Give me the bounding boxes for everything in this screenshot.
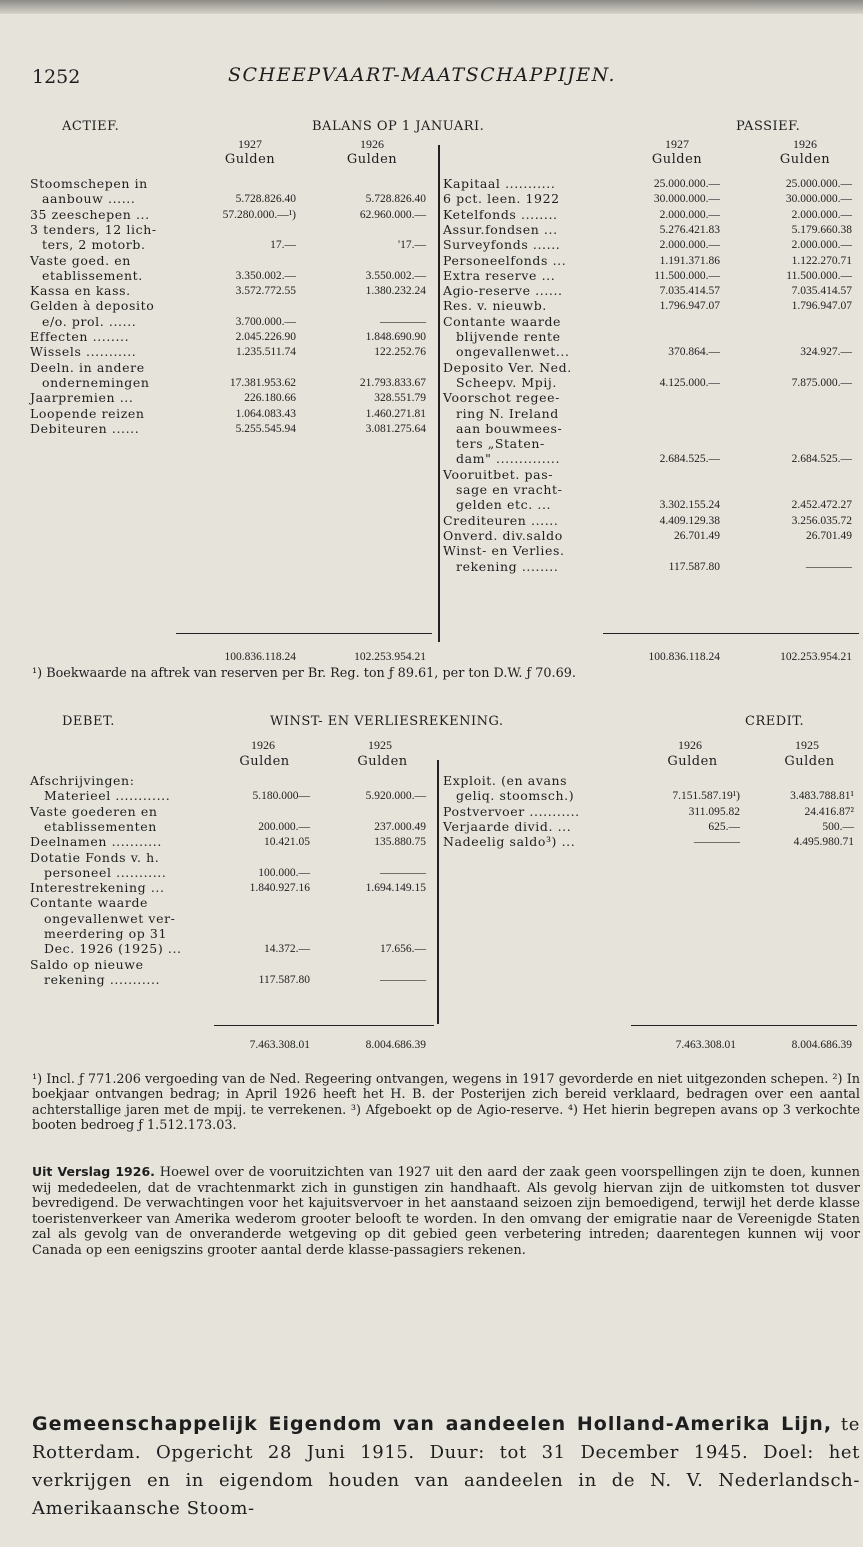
row-value: 25.000.000.— xyxy=(785,178,852,190)
row-value: 200.000.— xyxy=(258,820,310,833)
row-label: Debiteuren ...... xyxy=(30,420,140,436)
row-label: Surveyfonds ...... xyxy=(443,237,561,253)
row-value: 311.095.82 xyxy=(688,805,740,818)
row-value: 5.276.421.83 xyxy=(659,223,720,236)
next-company-entry xyxy=(32,1410,860,1523)
currency-label: Gulden xyxy=(667,754,718,769)
row-label: Verjaarde divid. ... xyxy=(443,818,572,834)
row-value: 1.122.270.71 xyxy=(791,254,852,267)
row-label: ongevallenwet ver- xyxy=(44,910,176,926)
row-label: Deeln. in andere xyxy=(30,359,145,375)
total-rule xyxy=(214,1025,434,1026)
row-label: geliq. stoomsch.) xyxy=(456,788,575,804)
row-value: 30.000.000.— xyxy=(653,193,720,206)
total-rule xyxy=(603,633,859,634)
row-label: 6 pct. leen. 1922 xyxy=(443,191,560,207)
row-value: 3.256.035.72 xyxy=(791,514,852,527)
row-label: Jaarpremien ... xyxy=(30,390,134,406)
column-divider xyxy=(438,145,440,642)
row-value: 24.416.87² xyxy=(804,805,854,818)
row-value: 21.793.833.67 xyxy=(359,376,426,389)
year-col: 1925 xyxy=(368,738,392,752)
row-value: ———— xyxy=(380,973,426,986)
debit-heading: DEBET. xyxy=(62,714,115,729)
row-value: 3.302.155.24 xyxy=(659,499,720,512)
row-label: aanbouw ...... xyxy=(42,191,136,207)
row-label: Winst- en Verlies. xyxy=(443,543,565,559)
row-label: Postvervoer ........... xyxy=(443,803,580,819)
row-label: gelden etc. ... xyxy=(456,497,552,513)
company-name: Gemeenschappelijk Eigendom van aandeelen Holland-Amerika Lijn, xyxy=(32,1413,833,1435)
row-value: 17.656.— xyxy=(380,943,426,956)
credit-heading: CREDIT. xyxy=(745,714,805,729)
row-value: ———— xyxy=(694,836,740,849)
row-value: 117.587.80 xyxy=(258,973,310,986)
pnl-title: WINST- EN VERLIESREKENING. xyxy=(270,714,504,729)
row-value: 5.180.000— xyxy=(252,790,310,803)
total-value: 8.004.686.39 xyxy=(365,1039,426,1051)
row-label: Wissels ........... xyxy=(30,344,137,360)
row-label: e/o. prol. ...... xyxy=(42,313,137,329)
row-value: 1.840.927.16 xyxy=(249,882,310,895)
row-value: 1.064.083.43 xyxy=(235,407,296,420)
row-label: Crediteuren ...... xyxy=(443,512,559,528)
row-label: Contante waarde xyxy=(30,895,149,911)
page-top-edge xyxy=(0,0,863,14)
row-value: 135.880.75 xyxy=(374,836,426,849)
report-text: Hoewel over de vooruitzichten van 1927 uit den aard der zaak geen voorspellingen zijn te doen, kunnen wij mededeelen, dat de vrachtenmarkt zich in gunstigen zin handhaaft. Als gevolg hiervan zijn de uitkomsten tot dusver bevredigend. De verwachtingen voor het kajuitsvervoer in het aanstaand seizoen zijn bemoedigend, terwijl het derde klasse toeristenverkeer van Amerika wederom grooter belooft te worden. In den omvang der emigratie naar de Vereenigde Staten zal als gevolg van de onveranderde wetgeving op dit gebied geen verbetering intreden; daarentegen kunnen wij voor Canada op een eenigszins grooter aantal derde klasse-passagiers rekenen. xyxy=(32,1165,860,1258)
row-value: ———— xyxy=(380,315,426,328)
year-col: 1926 xyxy=(360,137,384,151)
row-label: Deposito Ver. Ned. xyxy=(443,359,572,375)
row-label: Onverd. div.saldo xyxy=(443,527,563,543)
company-text: te Rotterdam. Opgericht 28 Juni 1915. Duur: tot 31 December 1945. Doel: het verkrijgen en in eigendom houden van aandeelen in de N. V. Nederlandsch-Amerikaansche Stoom- xyxy=(32,1414,860,1519)
total-value: 100.836.118.24 xyxy=(648,651,720,663)
row-label: Dotatie Fonds v. h. xyxy=(30,849,160,865)
row-value: 1.460.271.81 xyxy=(365,407,426,420)
row-label: Contante waarde xyxy=(443,313,562,329)
row-value: 1.796.947.07 xyxy=(791,300,852,313)
row-value: 4.409.129.38 xyxy=(659,514,720,527)
year-col: 1926 xyxy=(251,738,275,752)
row-value: 1.848.690.90 xyxy=(365,331,426,343)
row-value: 237.000.49 xyxy=(374,820,426,833)
row-value: 7.151.587.19¹) xyxy=(672,790,740,803)
row-value: 11.500.000.— xyxy=(786,269,852,282)
row-label: ters „Staten- xyxy=(456,436,545,452)
row-value: 1.796.947.07 xyxy=(659,300,720,313)
row-label: Vaste goederen en xyxy=(30,803,158,819)
column-divider xyxy=(437,760,439,1024)
row-value: 1.191.371.86 xyxy=(659,254,720,267)
row-value: 625.— xyxy=(708,820,740,833)
row-value: 226.180.66 xyxy=(244,392,296,405)
year-col: 1927 xyxy=(238,137,262,151)
row-label: Nadeelig saldo³) ... xyxy=(443,834,576,850)
row-label: ters, 2 motorb. xyxy=(42,237,146,253)
row-value: 4.125.000.— xyxy=(659,376,720,389)
year-col: 1927 xyxy=(665,137,689,151)
row-label: Interestrekening ... xyxy=(30,880,165,896)
liabilities-heading: PASSIEF. xyxy=(736,119,801,134)
row-value: 3.550.002.— xyxy=(365,269,426,282)
row-value: 1.380.232.24 xyxy=(365,285,426,298)
row-value: 2.000.000.— xyxy=(659,208,720,221)
row-label: Vaste goed. en xyxy=(30,252,131,268)
row-label: sage en vracht- xyxy=(456,482,563,497)
row-label: Voorschot regee- xyxy=(443,390,560,406)
row-label: Afschrijvingen: xyxy=(30,773,135,788)
row-label: aan bouwmees- xyxy=(456,420,563,436)
report-lead: Uit Verslag 1926. xyxy=(32,1164,155,1179)
row-label: 3 tenders, 12 lich- xyxy=(30,221,157,237)
row-label: rekening ........... xyxy=(44,971,161,987)
row-label: ondernemingen xyxy=(42,374,150,390)
row-label: Loopende reizen xyxy=(30,405,145,421)
row-value: 7.035.414.57 xyxy=(659,285,720,298)
row-label: Saldo op nieuwe xyxy=(30,956,144,972)
row-label: Kassa en kass. xyxy=(30,283,131,299)
row-label: Exploit. (en avans xyxy=(443,773,568,788)
row-value: 1.694.149.15 xyxy=(365,882,426,895)
row-value: 1.235.511.74 xyxy=(236,346,296,359)
row-value: 17.381.953.62 xyxy=(229,376,296,389)
total-value: 100.836.118.24 xyxy=(224,651,296,663)
currency-label: Gulden xyxy=(346,152,398,167)
row-label: meerdering op 31 xyxy=(44,926,168,941)
row-value: 2.045.226.90 xyxy=(235,331,296,343)
total-rule xyxy=(176,633,432,634)
row-value: 100.000.— xyxy=(258,866,310,879)
total-value: 102.253.954.21 xyxy=(354,651,426,663)
year-col: 1926 xyxy=(678,738,702,752)
row-value: 5.728.826.40 xyxy=(365,193,426,206)
row-value: 324.927.— xyxy=(800,346,852,359)
row-label: 35 zeeschepen ... xyxy=(30,206,150,222)
row-label: Scheepv. Mpij. xyxy=(456,374,557,390)
row-label: dam" .............. xyxy=(456,451,561,467)
row-label: etablissementen xyxy=(44,818,157,834)
annual-report-paragraph xyxy=(32,1164,860,1259)
row-label: Stoomschepen in xyxy=(30,176,148,191)
row-value: 25.000.000.— xyxy=(653,178,720,190)
row-label: Gelden à deposito xyxy=(30,298,155,314)
row-value: 7.035.414.57 xyxy=(791,285,852,298)
row-value: 2.000.000.— xyxy=(791,208,852,221)
row-value: 17.— xyxy=(270,239,296,252)
row-value: 30.000.000.— xyxy=(785,193,852,206)
row-label: rekening ........ xyxy=(456,558,559,574)
row-value: 4.495.980.71 xyxy=(793,836,854,849)
row-value: '17.— xyxy=(398,239,426,252)
row-label: Kapitaal ........... xyxy=(443,176,556,191)
currency-label: Gulden xyxy=(779,152,831,167)
running-title: SCHEEPVAART-MAATSCHAPPIJEN. xyxy=(228,64,617,86)
row-value: 3.081.275.64 xyxy=(365,422,426,435)
assets-heading: ACTIEF. xyxy=(62,119,120,134)
row-value: 3.572.772.55 xyxy=(235,285,296,298)
year-col: 1926 xyxy=(793,137,817,151)
row-value: ———— xyxy=(380,866,426,879)
row-value: 5.179.660.38 xyxy=(791,223,852,236)
row-label: ongevallenwet... xyxy=(456,344,570,360)
row-label: Agio-reserve ...... xyxy=(443,283,563,299)
row-label: personeel ........... xyxy=(44,864,167,880)
row-label: ring N. Ireland xyxy=(456,405,559,421)
row-label: Effecten ........ xyxy=(30,329,130,344)
row-value: 2.684.525.— xyxy=(791,453,852,466)
row-value: 3.350.002.— xyxy=(235,269,296,282)
row-value: 5.255.545.94 xyxy=(235,422,296,435)
row-value: ———— xyxy=(806,560,852,573)
row-value: 7.875.000.— xyxy=(791,376,852,389)
currency-label: Gulden xyxy=(784,754,835,769)
row-value: 10.421.05 xyxy=(264,836,310,849)
row-value: 3.700.000.— xyxy=(235,315,296,328)
row-value: 2.452.472.27 xyxy=(791,499,852,512)
row-value: 5.920.000.— xyxy=(365,790,426,803)
row-value: 3.483.788.81¹ xyxy=(790,790,854,803)
row-label: Assur.fondsen ... xyxy=(443,221,558,237)
total-value: 7.463.308.01 xyxy=(249,1039,310,1051)
row-label: etablissement. xyxy=(42,267,143,283)
year-col: 1925 xyxy=(795,738,819,752)
row-value: 328.551.79 xyxy=(374,392,426,405)
total-value: 102.253.954.21 xyxy=(780,651,852,663)
row-label: Deelnamen ........... xyxy=(30,834,162,850)
row-label: blijvende rente xyxy=(456,329,561,344)
page-number: 1252 xyxy=(32,66,81,88)
row-label: Materieel ............ xyxy=(44,788,171,804)
row-value: 26.701.49 xyxy=(806,529,852,542)
row-value: 11.500.000.— xyxy=(654,269,720,282)
row-value: 62.960.000.— xyxy=(359,208,426,221)
row-label: Dec. 1926 (1925) ... xyxy=(44,941,182,957)
row-value: 26.701.49 xyxy=(674,529,720,542)
balance-title: BALANS OP 1 JANUARI. xyxy=(312,119,485,134)
pnl-footnotes: ¹) Incl. ƒ 771.206 vergoeding van de Ned. Regeering ontvangen, wegens in 1917 gevorderde en niet uitgezonden schepen. ²) In boekjaar ontvangen bedrag; in April 1926 heeft het H. B. der Posterijen zich bereid verklaard, bedragen over een aantal achterstallige jaren met de mpij. te verrekenen. ³) Afgeboekt op de Agio-reserve. ⁴) Het hierin begrepen avans op 3 verkochte booten bedroeg ƒ 1.512.173.03. xyxy=(32,1072,860,1134)
row-value: 5.728.826.40 xyxy=(235,193,296,206)
row-value: 57.280.000.—¹) xyxy=(222,208,296,221)
total-value: 8.004.686.39 xyxy=(791,1039,852,1051)
row-label: Ketelfonds ........ xyxy=(443,206,558,222)
currency-label: Gulden xyxy=(357,754,408,769)
row-label: Personeelfonds ... xyxy=(443,252,567,268)
total-rule xyxy=(631,1025,857,1026)
row-value: 2.000.000.— xyxy=(791,239,852,252)
row-value: 14.372.— xyxy=(264,943,310,956)
row-value: 122.252.76 xyxy=(374,346,426,359)
row-value: 500.— xyxy=(822,820,854,833)
balance-footnote: ¹) Boekwaarde na aftrek van reserven per Br. Reg. ton ƒ 89.61, per ton D.W. ƒ 70.69. xyxy=(32,666,576,681)
currency-label: Gulden xyxy=(651,152,703,167)
row-value: 117.587.80 xyxy=(668,560,720,573)
total-value: 7.463.308.01 xyxy=(675,1039,736,1051)
row-label: Vooruitbet. pas- xyxy=(443,466,554,482)
currency-label: Gulden xyxy=(239,754,290,769)
row-label: Extra reserve ... xyxy=(443,267,556,283)
row-value: 2.684.525.— xyxy=(659,453,720,466)
row-value: 370.864.— xyxy=(668,346,720,359)
currency-label: Gulden xyxy=(224,152,276,167)
row-label: Res. v. nieuwb. xyxy=(443,298,547,314)
row-value: 2.000.000.— xyxy=(659,239,720,252)
